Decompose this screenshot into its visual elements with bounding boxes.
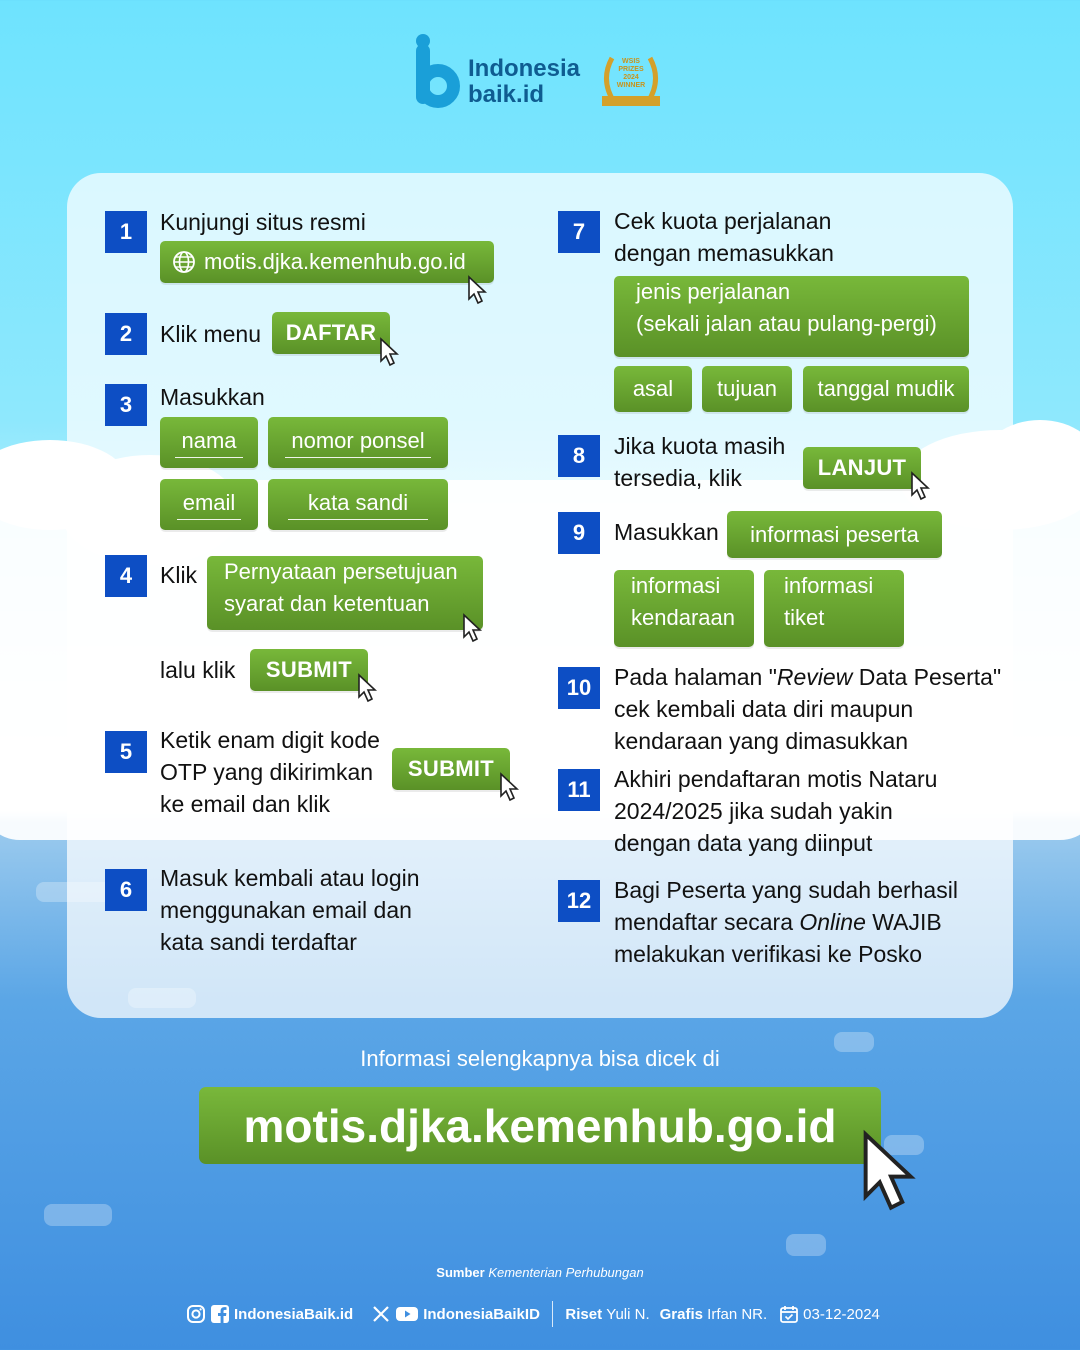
logo-mark-bowl [416,64,460,108]
x-twitter-icon[interactable] [371,1304,391,1324]
text-line: ke email dan klik [160,791,331,817]
step-number: 5 [105,731,147,773]
text-line: kendaraan yang dimasukkan [614,728,909,754]
text-part: mendaftar secara [614,909,800,935]
step-number: 3 [105,384,147,426]
logo-line2: baik.id [468,81,545,108]
source-label: Sumber [436,1265,485,1280]
submit-button[interactable]: SUBMIT [250,649,368,691]
text-line: tersedia, klik [614,465,742,491]
step-text: lalu klik [160,657,236,683]
text-line: Akhiri pendaftaran motis Nataru [614,766,938,792]
field-chip [268,479,448,530]
chip-line: informasi [784,573,874,598]
text-line: OTP yang dikirimkan [160,759,374,785]
step-text: Kunjungi situs resmi [160,209,366,235]
step-text [160,862,420,958]
youtube-icon[interactable] [395,1304,419,1324]
step-text [614,205,834,269]
step-text [160,724,380,820]
field-label: email [177,489,242,520]
submit-otp-button[interactable]: SUBMIT [392,748,510,790]
step-text [614,763,937,859]
divider [552,1301,554,1327]
riset-name: Yuli N. [606,1305,650,1323]
source-value: Kementerian Perhubungan [488,1265,644,1280]
step-number: 8 [558,435,600,477]
step-text [614,661,1001,757]
cursor-icon [357,673,379,703]
award-text: WSIS PRIZES 2024 WINNER [616,58,646,89]
text-part: WAJIB [865,909,942,935]
agreement-line: Pernyataan persetujuan [224,559,458,584]
step-number: 4 [105,555,147,597]
step-number: 1 [105,211,147,253]
grafis-name: Irfan NR. [707,1305,768,1323]
step-number: 9 [558,512,600,554]
field-label: kata sandi [288,489,428,520]
trip-type-chip [614,276,969,357]
field-label: nomor ponsel [285,427,430,458]
text-line: dengan data yang diinput [614,830,873,856]
field-label: nama [175,427,242,458]
cloud [44,1204,112,1226]
riset-label: Riset [565,1305,603,1323]
cursor-icon [379,337,401,367]
text-part-italic: Review [776,664,853,690]
step-number: 11 [558,769,600,811]
source-credit [0,1265,1080,1280]
cloud [786,1234,826,1256]
agreement-button[interactable] [207,556,483,630]
step-number: 7 [558,211,600,253]
instagram-icon[interactable] [186,1304,206,1324]
field-chip: asal [614,366,692,412]
website-cta-button[interactable]: motis.djka.kemenhub.go.id [199,1087,881,1164]
chip-line: tiket [784,605,825,630]
participant-info-chip: informasi peserta [727,511,942,558]
step-text: Masukkan [614,519,719,545]
text-line: kata sandi terdaftar [160,929,357,955]
step-number: 10 [558,667,600,709]
text-line: dengan memasukkan [614,240,834,266]
text-line: melakukan verifikasi ke Posko [614,941,923,967]
vehicle-info-chip [614,570,754,647]
daftar-button[interactable]: DAFTAR [272,312,390,354]
field-chip: tujuan [702,366,792,412]
lanjut-button[interactable]: LANJUT [803,447,921,489]
agreement-line: syarat dan ketentuan [224,591,430,616]
text-line [614,661,1001,693]
step-text [614,874,958,970]
text-line: Cek kuota perjalanan [614,208,832,234]
cursor-icon [860,1126,922,1216]
cursor-icon [462,613,484,643]
cursor-icon [467,275,489,305]
logo-text [468,56,580,108]
text-line [614,906,958,938]
social-handle: IndonesiaBaikID [423,1305,540,1323]
cursor-icon [910,471,932,501]
step-text [614,430,785,494]
ticket-info-chip [764,570,904,647]
step-text: Klik [160,562,198,588]
text-line: 2024/2025 jika sudah yakin [614,798,893,824]
step-number: 6 [105,869,147,911]
chip-line: jenis perjalanan [636,279,791,304]
publish-date: 03-12-2024 [803,1305,880,1323]
more-info-text: Informasi selengkapnya bisa dicek di [360,1046,720,1071]
step-number: 2 [105,313,147,355]
logo-line1: Indonesia [468,55,581,82]
text-line: cek kembali data diri maupun [614,696,914,722]
text-line: Ketik enam digit kode [160,727,380,753]
footer [186,1300,880,1328]
website-link-label: motis.djka.kemenhub.go.id [204,249,466,274]
calendar-icon [779,1304,799,1324]
chip-line: informasi [631,573,721,598]
step-text: Klik menu [160,321,261,347]
text-part: Data Peserta" [852,664,1002,690]
social-handle: IndonesiaBaik.id [234,1305,354,1323]
step-text: Masukkan [160,384,265,410]
field-chip: tanggal mudik [803,366,969,412]
facebook-icon[interactable] [210,1304,230,1324]
chip-line: kendaraan [631,605,735,630]
globe-icon [172,250,196,274]
text-line: Bagi Peserta yang sudah berhasil [614,877,958,903]
website-link-button[interactable] [160,241,494,283]
text-line: menggunakan email dan [160,897,412,923]
wsis-award-badge [598,50,664,114]
field-chip [160,417,258,468]
text-line: Jika kuota masih [614,433,786,459]
chip-line: (sekali jalan atau pulang-pergi) [636,311,937,336]
text-part: Pada halaman " [614,664,777,690]
text-part-italic: Online [799,909,866,935]
field-chip [160,479,258,530]
grafis-label: Grafis [659,1305,703,1323]
field-chip [268,417,448,468]
step-number: 12 [558,880,600,922]
cursor-icon [499,772,521,802]
text-line: Masuk kembali atau login [160,865,420,891]
